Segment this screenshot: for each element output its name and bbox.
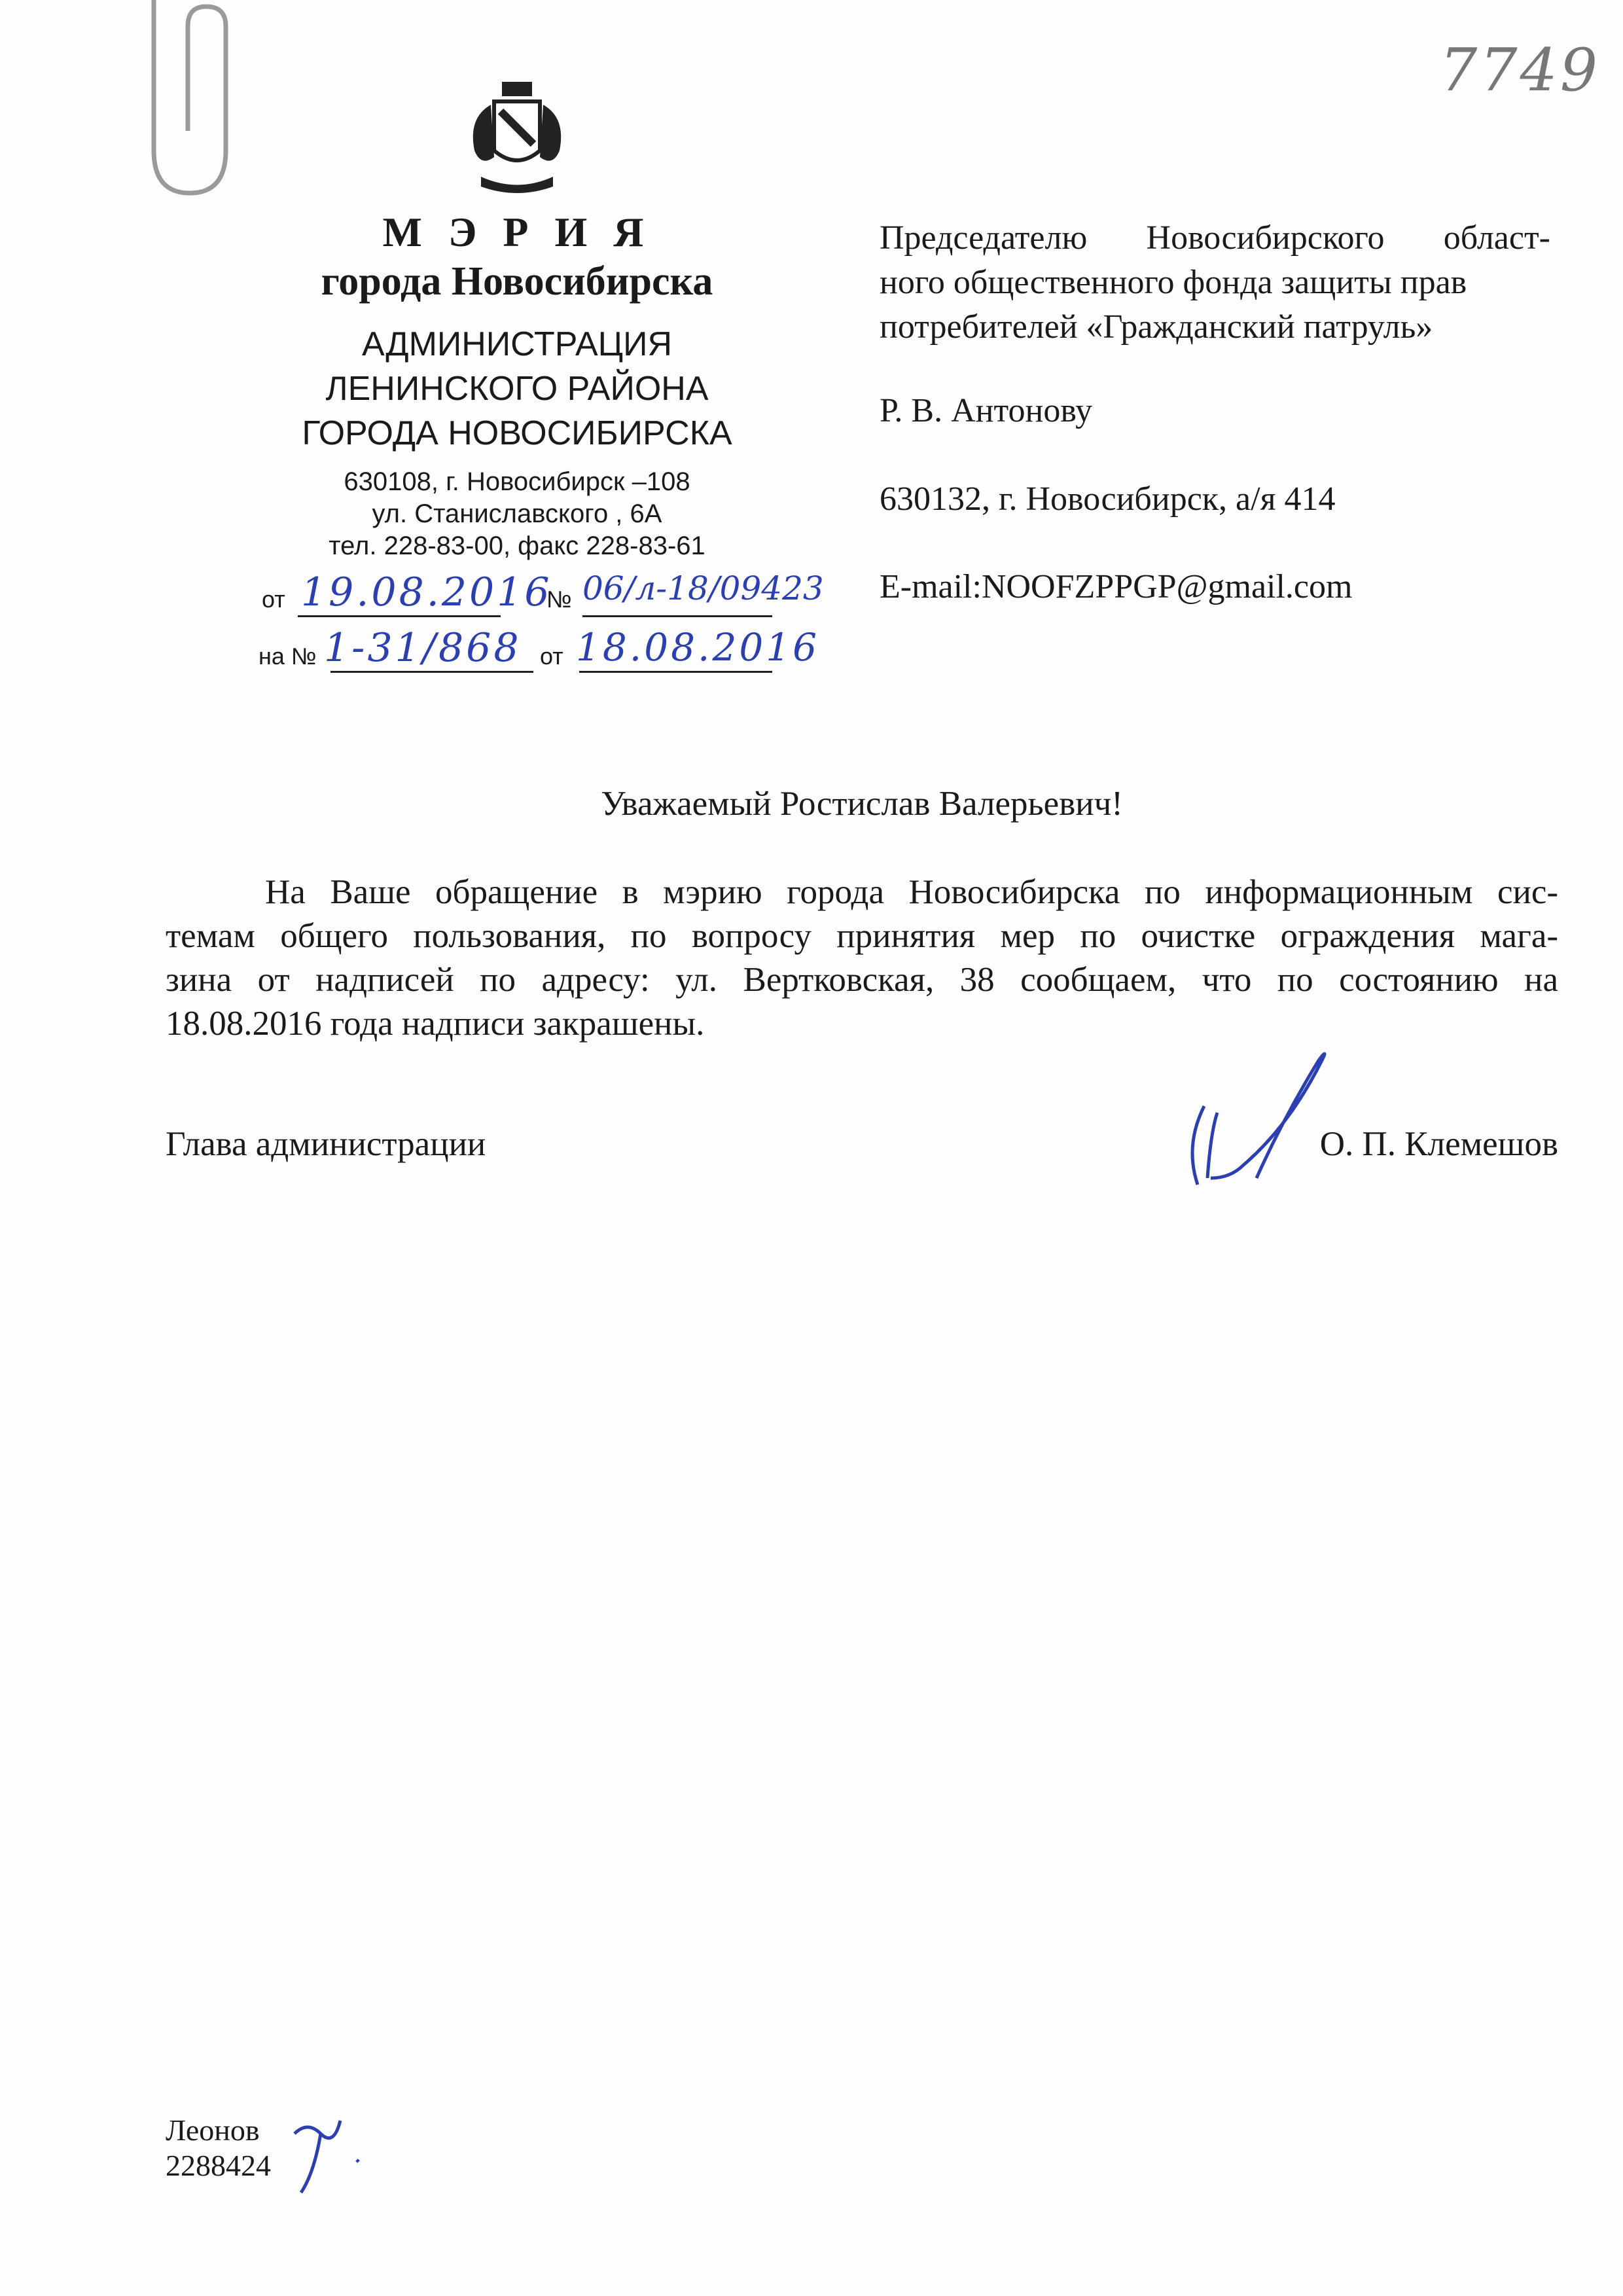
reply-label: на №: [259, 643, 317, 670]
org-city: города Новосибирска: [321, 259, 713, 304]
body-line: темам общего пользования, по вопросу принятия мер по очистке ограждения мага-: [166, 917, 1558, 955]
executor-phone: 2288424: [166, 2149, 271, 2182]
address-line: ул. Станиславского , 6А: [372, 499, 662, 528]
sender-address: [216, 466, 818, 562]
no-underline: [582, 615, 772, 617]
reply-number: 1-31/868: [324, 625, 522, 671]
from-label: от: [262, 586, 285, 613]
handwritten-signature: [1171, 1047, 1342, 1198]
reply-from-underline: [579, 671, 772, 673]
address-line: тел. 228-83-00, факс 228-83-61: [329, 531, 705, 560]
recipient-line: потребителей «Гражданский патруль»: [880, 308, 1433, 346]
reply-from-date: 18.08.2016: [576, 625, 820, 670]
department-block: [216, 322, 818, 456]
executor-name: Леонов: [166, 2113, 260, 2147]
coat-of-arms-icon: [461, 79, 573, 200]
reply-underline: [330, 671, 533, 673]
recipient-name: Р. В. Антонову: [880, 392, 1093, 429]
signatory-position: Глава администрации: [166, 1125, 486, 1163]
reply-from-label: от: [540, 643, 563, 670]
executor-block: [166, 2113, 271, 2183]
paperclip-icon: [128, 0, 239, 203]
department-line: ЛЕНИНСКОГО РАЙОНА: [325, 370, 709, 408]
outgoing-number: 06/л-18/09423: [582, 569, 824, 607]
letter-body: [166, 870, 1558, 1046]
recipient-address: 630132, г. Новосибирск, а/я 414: [880, 480, 1336, 518]
greeting: Уважаемый Ростислав Валерьевич!: [601, 785, 1123, 823]
body-line: зина от надписей по адресу: ул. Вертковская, 38 сообщаем, что по состоянию на: [166, 961, 1558, 999]
from-date: 19.08.2016: [301, 569, 552, 615]
incoming-number-stamp: 7749: [1440, 36, 1601, 105]
recipient-email: E-mail:NOOFZPPGP@gmail.com: [880, 568, 1353, 605]
recipient-line: ного общественного фонда защиты прав: [880, 264, 1467, 301]
signatory-name: О. П. Клемешов: [1319, 1125, 1558, 1163]
department-line: ГОРОДА НОВОСИБИРСКА: [302, 414, 732, 452]
body-line: 18.08.2016 года надписи закрашены.: [166, 1005, 705, 1043]
recipient-line: Председателю Новосибирского област-: [880, 219, 1550, 257]
org-title: М Э Р И Я: [382, 209, 652, 255]
body-line: На Ваше обращение в мэрию города Новосибирска по информационным сис-: [265, 873, 1558, 911]
from-underline: [298, 615, 501, 617]
no-label: №: [546, 586, 572, 613]
department-line: АДМИНИСТРАЦИЯ: [361, 325, 673, 363]
address-line: 630108, г. Новосибирск –108: [344, 467, 690, 496]
executor-initials-scribble: [281, 2108, 366, 2199]
recipient-block: [880, 216, 1550, 350]
